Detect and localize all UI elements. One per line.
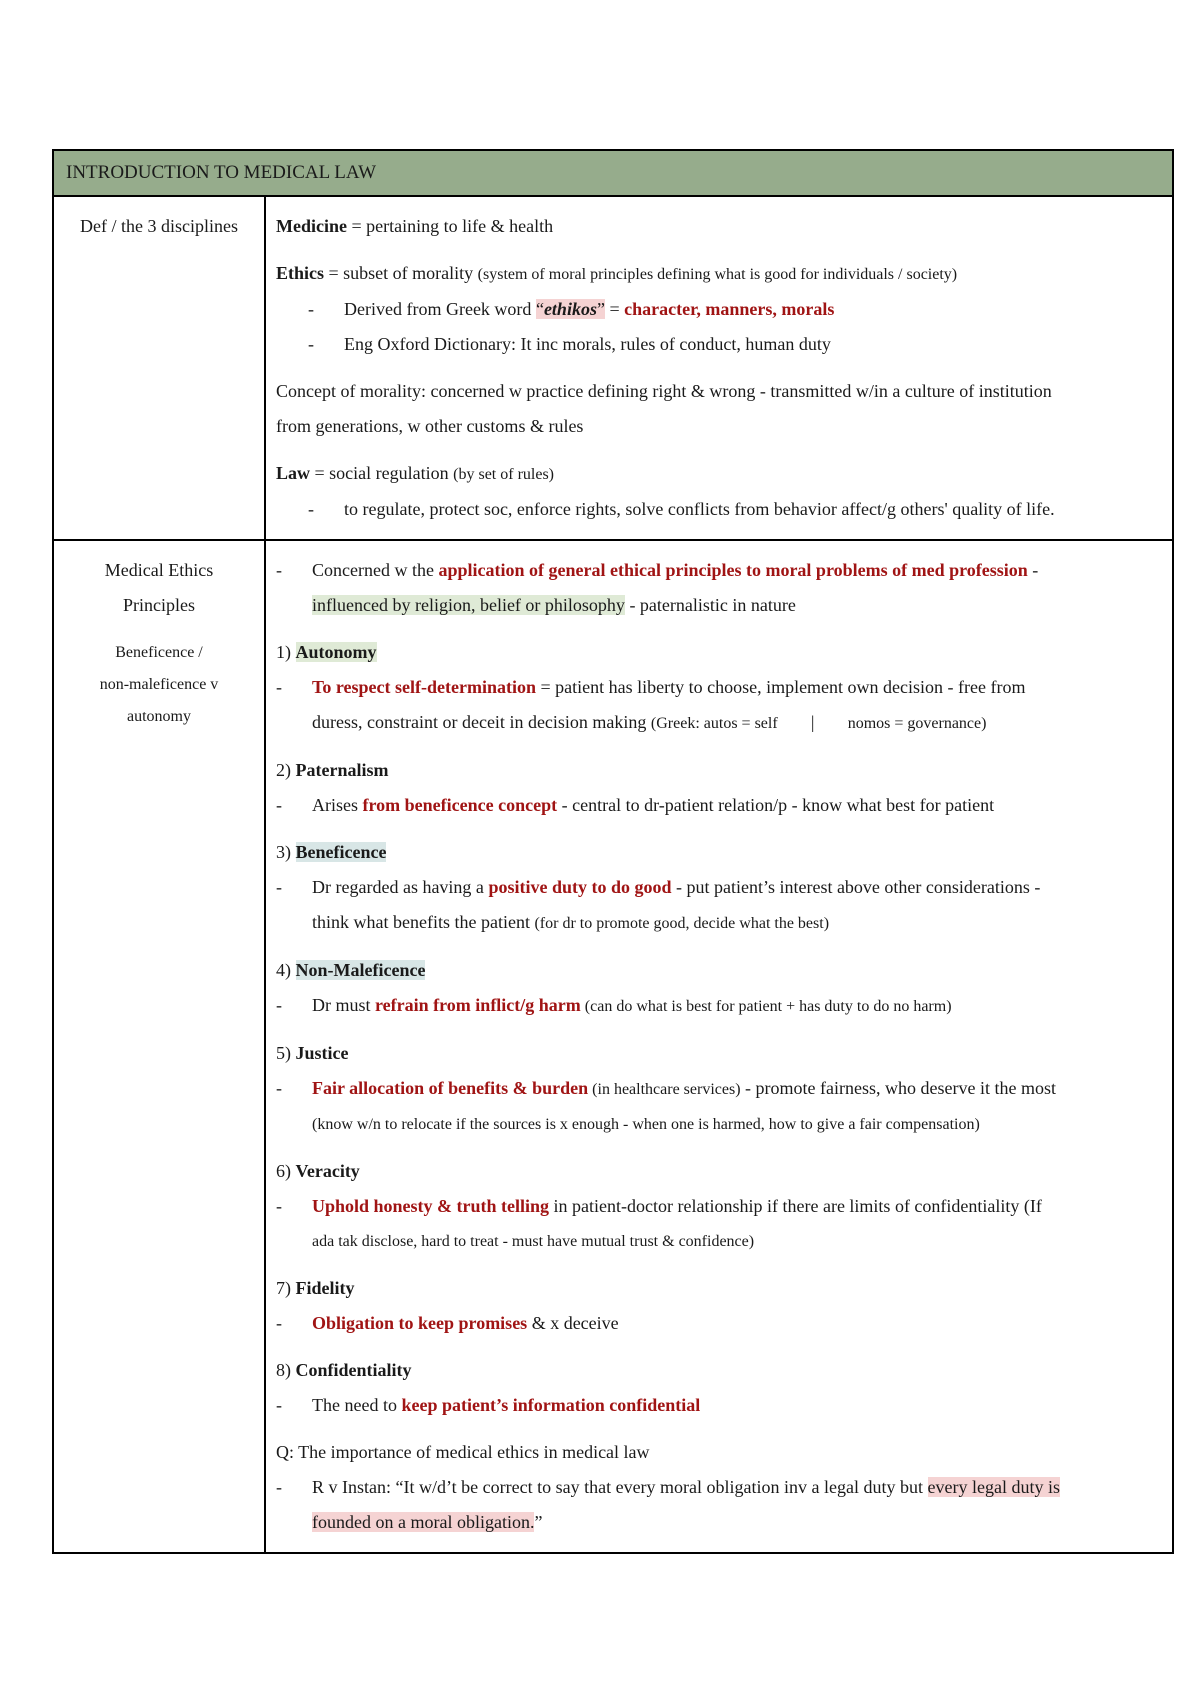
principle-heading: 2) Paternalism (276, 760, 389, 780)
list-item-cont: (know w/n to relocate if the sources is x enough - when one is harmed, how to give a fair compensation) (312, 1116, 980, 1133)
medicine-definition: Medicine = pertaining to life & health (276, 216, 554, 236)
list-item: - Dr regarded as having a positive duty to do good - put patient’s interest above other considerations - (276, 877, 1041, 897)
list-item: - Eng Oxford Dictionary: It inc morals, rules of conduct, human duty (308, 334, 831, 354)
list-item: - Uphold honesty & truth telling in patient-doctor relationship if there are limits of confidentiality (If (276, 1196, 1042, 1216)
morality-concept: Concept of morality: concerned w practice defining right & wrong - transmitted w/in a culture of institution (276, 381, 1052, 401)
list-item: - Concerned w the application of general ethical principles to moral problems of med profession - (276, 560, 1039, 580)
list-item-cont: influenced by religion, belief or philosophy - paternalistic in nature (312, 595, 796, 615)
list-item: - Dr must refrain from inflict/g harm (can do what is best for patient + has duty to do no harm) (276, 995, 952, 1015)
principle-heading: 8) Confidentiality (276, 1360, 412, 1380)
list-item: - Derived from Greek word “ethikos” = character, manners, morals (308, 299, 835, 319)
list-item: - R v Instan: “It w/d’t be correct to say that every moral obligation inv a legal duty but every legal duty is (276, 1477, 1060, 1497)
question-line: Q: The importance of medical ethics in medical law (276, 1442, 650, 1462)
list-item: - Obligation to keep promises & x deceive (276, 1313, 619, 1333)
principle-heading: 3) Beneficence (276, 842, 387, 862)
principle-heading: 5) Justice (276, 1043, 349, 1063)
law-definition: Law = social regulation (by set of rules) (276, 463, 554, 483)
principle-heading: 1) Autonomy (276, 642, 377, 662)
ethics-definition: Ethics = subset of morality (system of moral principles defining what is good for individuals / society) (276, 263, 958, 283)
table-header (54, 151, 1172, 197)
list-item: - The need to keep patient’s information confidential (276, 1395, 701, 1415)
page-title: INTRODUCTION TO MEDICAL LAW (66, 162, 377, 183)
list-item: - Fair allocation of benefits & burden (in healthcare services) - promote fairness, who deserve it the most (276, 1078, 1056, 1098)
row-content-cell (266, 541, 1172, 1552)
row-label-cell (54, 541, 266, 1552)
list-item-cont: duress, constraint or deceit in decision making (Greek: autos = self | nomos = governance) (312, 712, 987, 732)
table-row (54, 541, 1172, 1552)
row-label: Medical Ethics Principles (104, 560, 214, 615)
list-item-cont: founded on a moral obligation.” (312, 1512, 543, 1532)
principle-heading: 6) Veracity (276, 1161, 360, 1181)
ethikos-highlight: “ethikos” (535, 299, 605, 319)
list-item: - to regulate, protect soc, enforce rights, solve conflicts from behavior affect/g others' quality of life. (308, 499, 1055, 519)
row-label-cell (54, 197, 266, 539)
morality-concept-cont: from generations, w other customs & rules (276, 416, 584, 436)
row-label: Def / the 3 disciplines (80, 216, 238, 236)
row-sublabel: Beneficence / non-maleficence v autonomy (99, 644, 219, 725)
row-content-cell (266, 197, 1172, 539)
list-item-cont: think what benefits the patient (for dr to promote good, decide what the best) (312, 912, 830, 932)
principle-heading: 4) Non-Maleficence (276, 960, 426, 980)
list-item: - Arises from beneficence concept - central to dr-patient relation/p - know what best for patient (276, 795, 995, 815)
principle-heading: 7) Fidelity (276, 1278, 355, 1298)
notes-table (52, 149, 1174, 1554)
table-row (54, 197, 1172, 541)
list-item-cont: ada tak disclose, hard to treat - must have mutual trust & confidence) (312, 1233, 755, 1250)
list-item: - To respect self-determination = patient has liberty to choose, implement own decision - free from (276, 677, 1026, 697)
